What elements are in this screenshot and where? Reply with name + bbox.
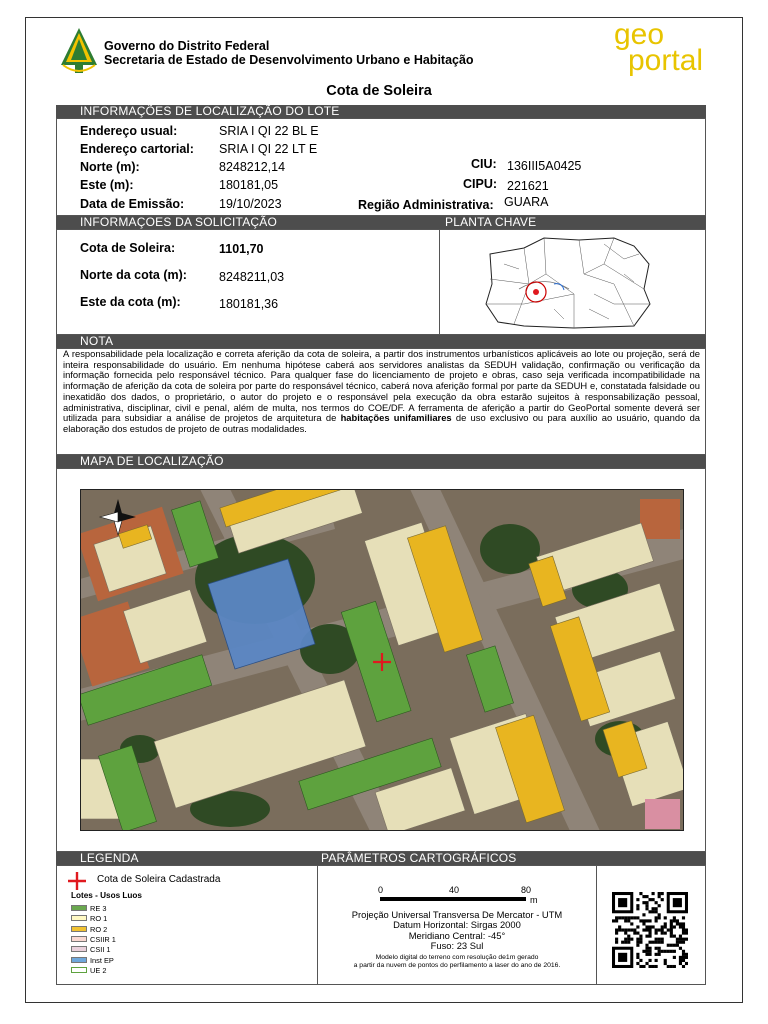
planta-chave-map xyxy=(484,234,652,330)
endereco-usual-label: Endereço usual: xyxy=(80,124,178,138)
endereco-usual-value: SRIA I QI 22 BL E xyxy=(219,124,319,138)
cota-value: 1101,70 xyxy=(219,242,264,256)
satellite-map-border xyxy=(80,489,684,831)
regiao-value: GUARA xyxy=(504,195,549,209)
scale-80: 80 xyxy=(521,885,532,895)
section-legenda: LEGENDA xyxy=(56,852,317,865)
section-solicitacao: INFORMAÇOES DA SOLICITAÇÃO xyxy=(56,216,439,229)
header-secretaria: Secretaria de Estado de Desenvolvimento Urbano e Habitação xyxy=(104,53,474,67)
este-label: Este (m): xyxy=(80,178,134,192)
este-cota-value: 180181,36 xyxy=(219,297,279,311)
cota-legend-marker-icon xyxy=(68,872,86,890)
data-emissao-label: Data de Emissão: xyxy=(80,197,185,211)
cipu-value: 221621 xyxy=(507,179,549,193)
legend-swatch xyxy=(71,936,87,942)
datum: Datum Horizontal: Sirgas 2000 xyxy=(393,919,521,931)
legend-marker-label: Cota de Soleira Cadastrada xyxy=(97,874,221,885)
fuso: Fuso: 23 Sul xyxy=(430,939,484,951)
section-nota: NOTA xyxy=(56,335,706,348)
este-value: 180181,05 xyxy=(219,178,279,192)
legend-swatch xyxy=(71,946,87,952)
section-localizacao: INFORMAÇÕES DE LOCALIZAÇÃO DO LOTE xyxy=(56,105,706,118)
mdt-line2: a partir da nuvem de pontos do perfilamento a laser do ano de 2016. xyxy=(353,962,561,970)
section-parametros: PARÂMETROS CARTOGRÁFICOS xyxy=(317,852,706,865)
scale-40: 40 xyxy=(449,885,460,895)
divider-qr xyxy=(596,865,597,985)
ciu-label: CIU: xyxy=(471,157,497,171)
legend-label: Inst EP xyxy=(90,955,114,965)
nota-text-a: A responsabilidade pela localização e correta aferição da cota de soleira, a partir dos instrumentos urbanísticos aplicáveis ao lote ou projeção, será de inteira responsabilidade do usuário. Em nenhuma hipótese caberá aos servidores analistas da SEDUH validação, confirmação ou verificação da informação fornecida pelo responsável técnico. Para qualquer fase do licenciamento de projeto e obras, caso seja verificada incompatibilidade na informação de aferição da cota de soleira por parte do responsável técnico, caberá nova aferição formal por parte da SEDUH e, constatada falsidade ou inexatidão dos dados, o proprietário, o autor do projeto e o responsável pela execução da obra estarão sujeitos à responsabilização pessoal, administrativa, disciplinar, civil e penal, além de multa, nos termos do COE/DF. A ferramenta de aferição a partir do GeoPortal somente deverá ser utilizada para subsidiar a análise de projetos de arquitetura de xyxy=(63,348,700,424)
legend-label: UE 2 xyxy=(90,965,107,975)
qr-code-icon[interactable] xyxy=(612,892,688,968)
regiao-label: Região Administrativa: xyxy=(358,198,494,212)
logo-portal: portal xyxy=(628,44,704,77)
cipu-label: CIPU: xyxy=(463,177,498,191)
projecao: Projeção Universal Transversa De Mercator - UTM xyxy=(351,909,563,920)
nota-text xyxy=(63,349,700,435)
meridiano: Meridiano Central: -45° xyxy=(408,929,506,941)
section-planta-chave: PLANTA CHAVE xyxy=(439,216,706,229)
nota-text-b: de uso exclusivo ou para auxílio ao usuário, quando da elaboração dos estudos de projeto de outras modalidades. xyxy=(63,412,700,434)
cota-label: Cota de Soleira: xyxy=(80,241,176,255)
brasao-df-icon xyxy=(57,27,101,77)
parametros-text xyxy=(318,910,596,970)
page-title: Cota de Soleira xyxy=(326,83,432,99)
legend-label: RO 2 xyxy=(90,924,108,934)
legend-swatch xyxy=(71,967,87,973)
legend-label: RE 3 xyxy=(90,904,107,913)
norte-cota-value: 8248211,03 xyxy=(219,270,285,284)
norte-label: Norte (m): xyxy=(80,160,140,174)
endereco-cartorial-value: SRIA I QI 22 LT E xyxy=(219,142,318,156)
legend-swatch xyxy=(71,926,87,932)
legend-label: CSII 1 xyxy=(90,945,111,955)
nota-text-bold: habitações unifamiliares xyxy=(340,412,452,424)
legend-group-title: Lotes - Usos Luos xyxy=(71,891,142,900)
legend-label: CSIIR 1 xyxy=(90,934,116,944)
section-mapa: MAPA DE LOCALIZAÇÃO xyxy=(56,455,706,468)
mdt-line1: Modelo digital do terreno com resolução de1m gerado xyxy=(375,954,539,962)
endereco-cartorial-label: Endereço cartorial: xyxy=(80,142,194,156)
ciu-value: 136III5A0425 xyxy=(507,159,582,173)
norte-value: 8248212,14 xyxy=(219,160,286,174)
scale-bar xyxy=(380,895,540,905)
legend-label: RO 1 xyxy=(90,914,108,924)
header-gov: Governo do Distrito Federal xyxy=(104,39,270,53)
divider xyxy=(439,229,440,335)
logo-geo: geo xyxy=(614,18,665,51)
data-emissao-value: 19/10/2023 xyxy=(219,197,282,211)
legend-swatch xyxy=(71,915,87,921)
legend-swatch xyxy=(71,905,87,911)
scale-0: 0 xyxy=(378,885,384,895)
scale-unit: m xyxy=(530,895,538,905)
geoportal-logo xyxy=(614,18,704,77)
norte-cota-label: Norte da cota (m): xyxy=(80,268,187,282)
este-cota-label: Este da cota (m): xyxy=(80,295,181,309)
legend-swatch xyxy=(71,957,87,963)
